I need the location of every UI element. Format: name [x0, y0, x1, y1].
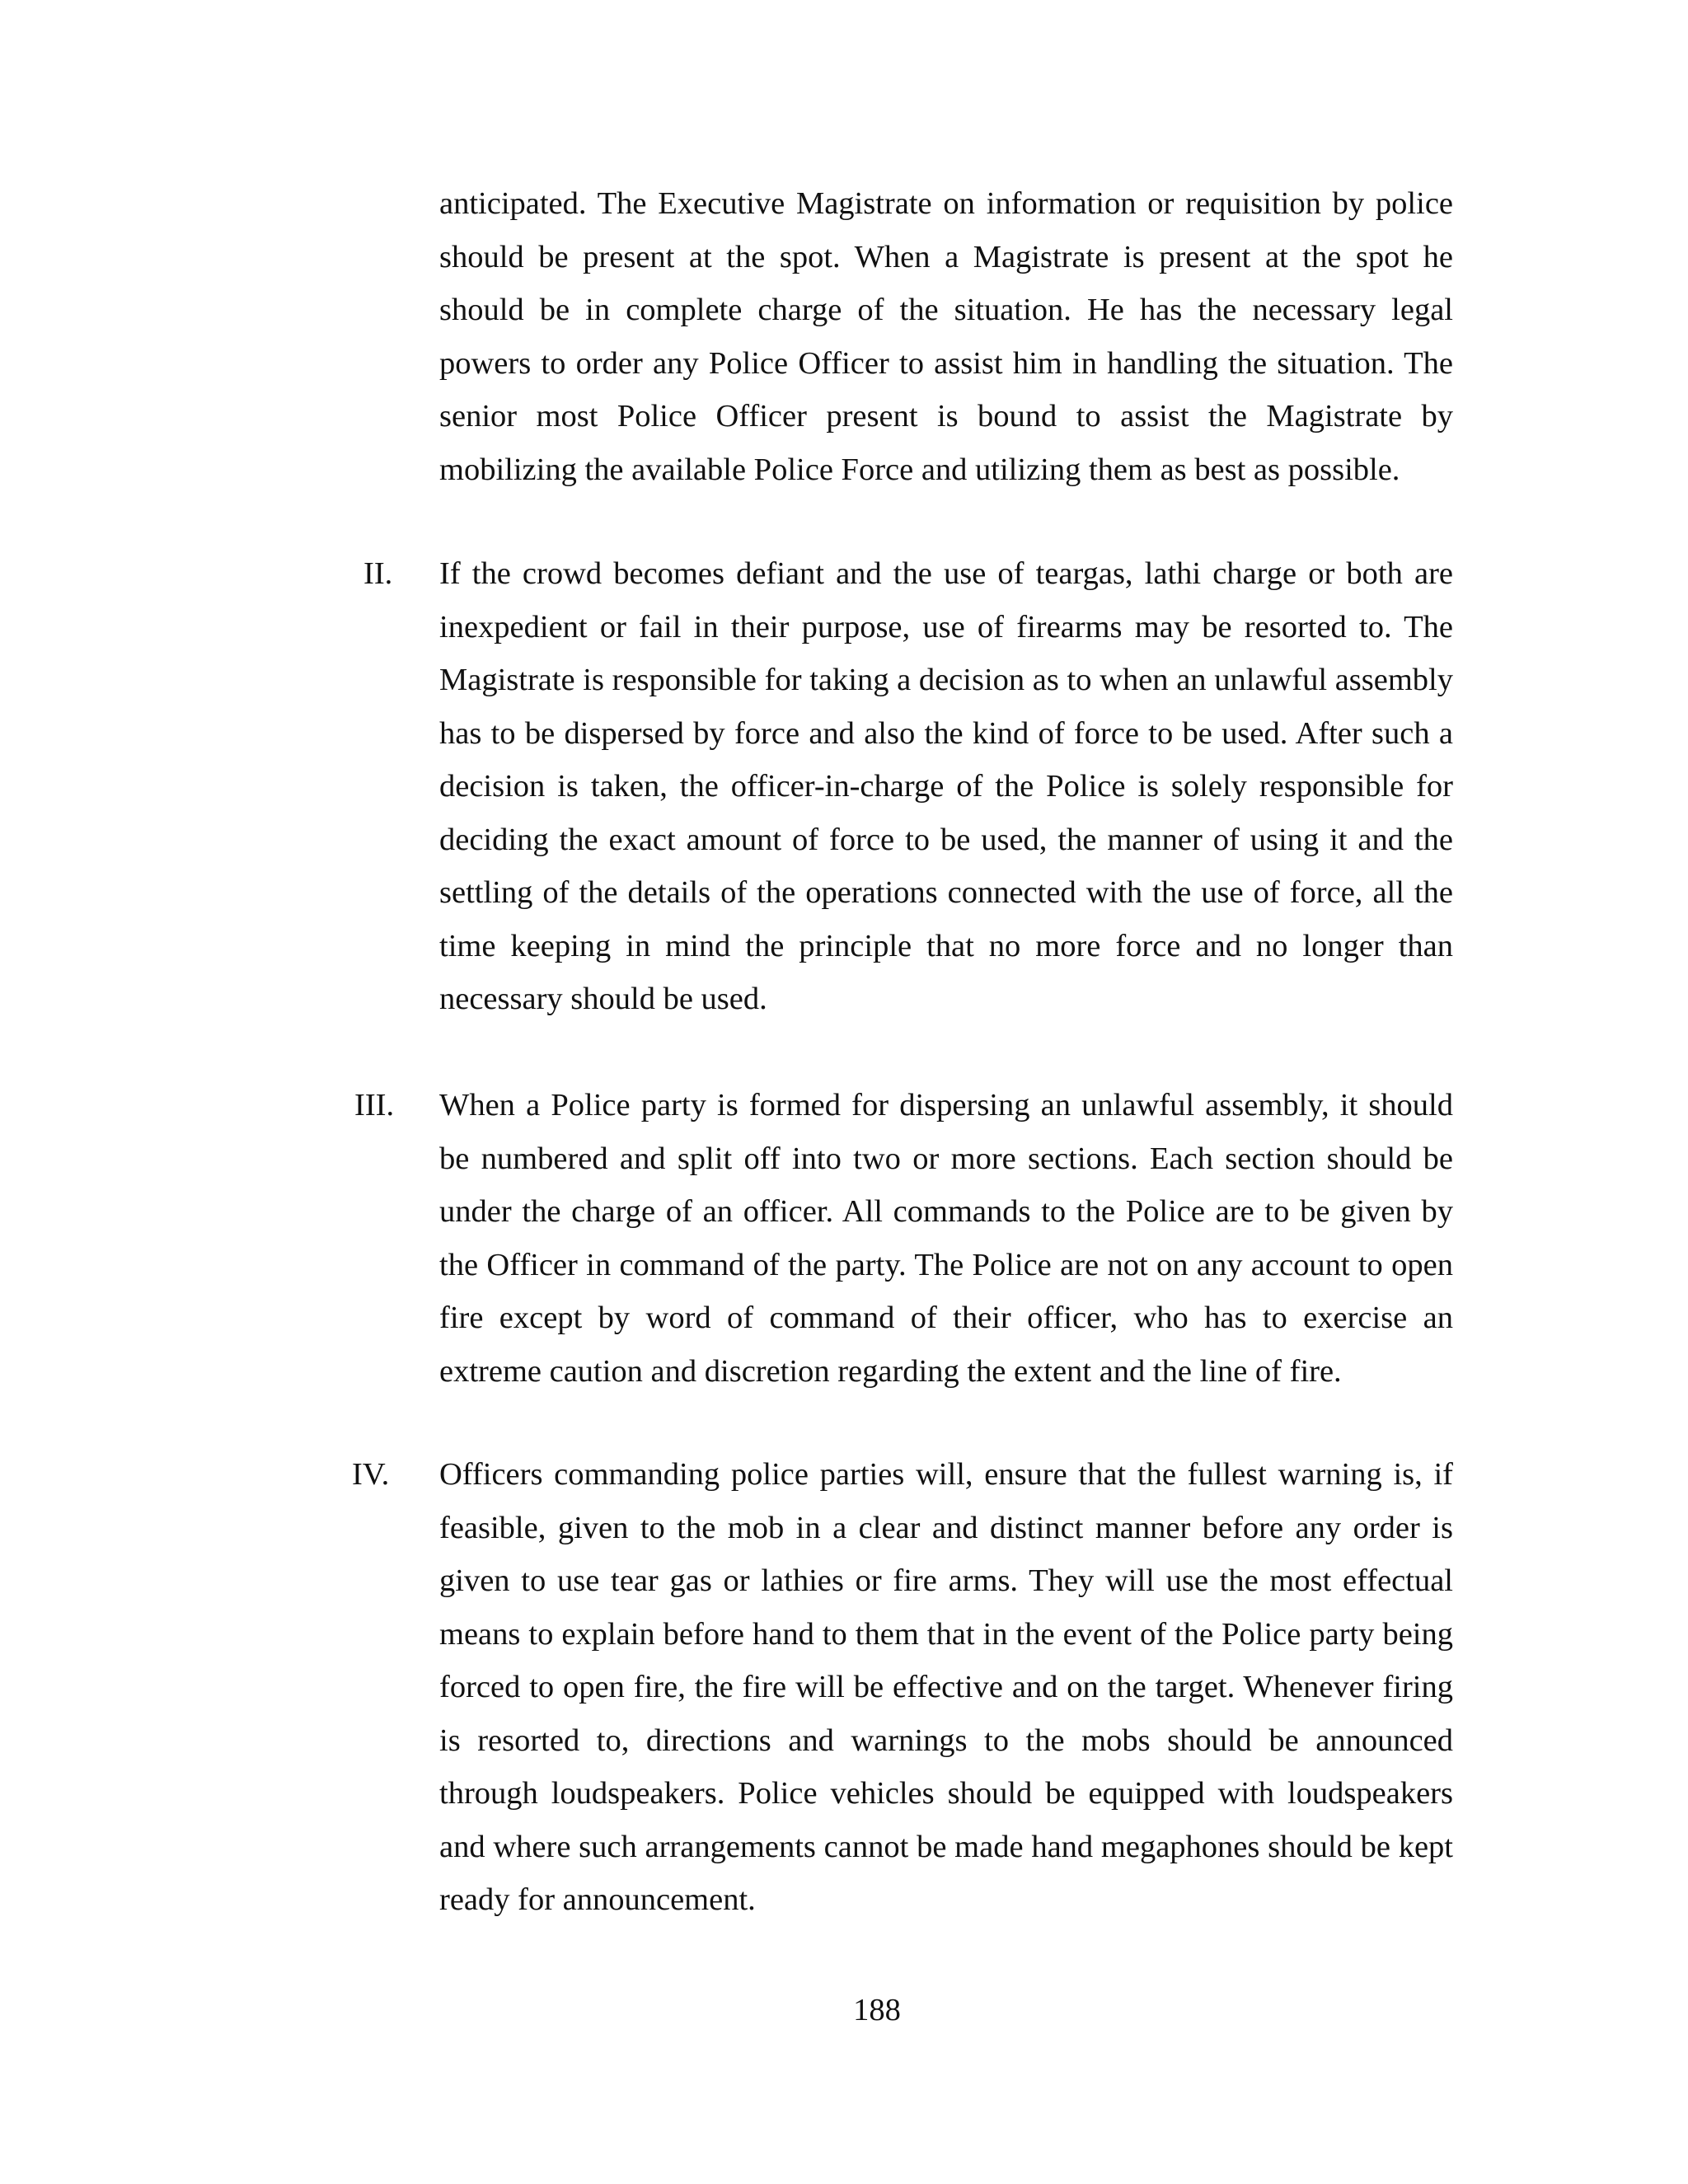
page-number: 188	[853, 1993, 901, 2027]
item-marker-iv: IV.	[352, 1457, 390, 1492]
item-paragraph-iv: Officers commanding police parties will, ensure that the fullest warning is, if feasible, given to the mob in a clear and distinct manner before any order is given to use tear gas or lathies or fire arms. They will use the most effectual means to explain before hand to them that in the event of the Police party being forced to open fire, the fire will be effective and on the target. Whenever firing is resorted to, directions and warnings to the mobs should be announced through loudspeakers. Police vehicles should be equipped with loudspeakers and where such arrangements cannot be made hand megaphones should be kept ready for announcement.	[439, 1457, 1453, 1917]
item-paragraph-iii: When a Police party is formed for dispersing an unlawful assembly, it should be numbered and split off into two or more sections. Each section should be under the charge of an officer. All commands to the Police are to be given by the Officer in command of the party. The Police are not on any account to open fire except by word of command of their officer, who has to exercise an extreme caution and discretion regarding the extent and the line of fire.	[439, 1088, 1453, 1389]
continuation-paragraph: anticipated. The Executive Magistrate on information or requisition by police should be present at the spot. When a Magistrate is present at the spot he should be in complete charge of the situation. He has the necessary legal powers to order any Police Officer to assist him in handling the situation. The senior most Police Officer present is bound to assist the Magistrate by mobilizing the available Police Force and utilizing them as best as possible.	[439, 186, 1453, 487]
item-marker-ii: II.	[363, 556, 393, 591]
item-paragraph-ii: If the crowd becomes defiant and the use of teargas, lathi charge or both are inexpedient or fail in their purpose, use of firearms may be resorted to. The Magistrate is responsible for taking a decision as to when an unlawful assembly has to be dispersed by force and also the kind of force to be used. After such a decision is taken, the officer-in-charge of the Police is solely responsible for deciding the exact amount of force to be used, the manner of using it and the settling of the details of the operations connected with the use of force, all the time keeping in mind the principle that no more force and no longer than necessary should be used.	[439, 556, 1453, 1016]
item-marker-iii: III.	[354, 1088, 395, 1122]
